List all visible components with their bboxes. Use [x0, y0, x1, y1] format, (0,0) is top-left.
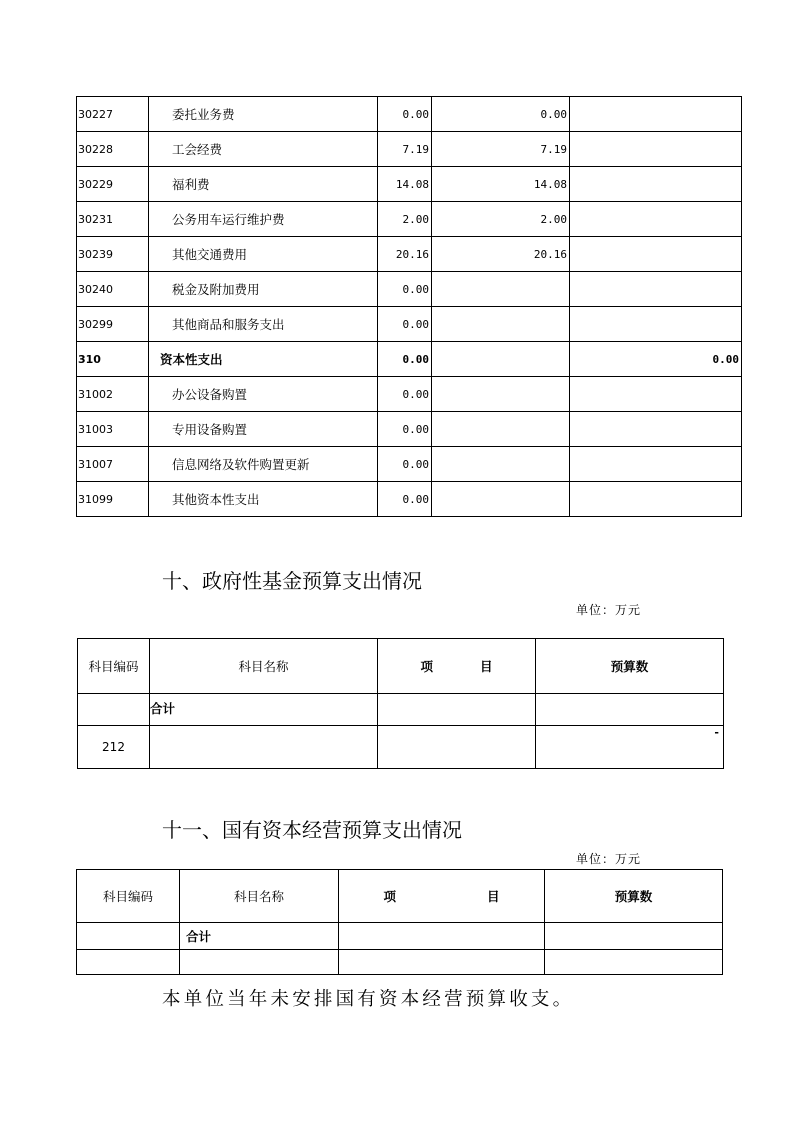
row-code: 30228: [77, 132, 149, 167]
header-budget: 预算数: [545, 870, 723, 923]
section-11-title: 十一、国有资本经营预算支出情况: [162, 818, 462, 842]
row-name: 税金及附加费用: [149, 272, 378, 307]
row-value-2: 2.00: [432, 202, 570, 237]
row-code: 30229: [77, 167, 149, 202]
row-value-2: [432, 447, 570, 482]
row-value-3: 0.00: [570, 342, 742, 377]
total-row: [78, 694, 724, 726]
header-item: [339, 870, 545, 923]
total-label: 合计: [150, 694, 378, 726]
row-value-3: [570, 307, 742, 342]
table-row: [77, 202, 742, 237]
row-name: 工会经费: [149, 132, 378, 167]
row-value-2: [432, 342, 570, 377]
row-code: 30239: [77, 237, 149, 272]
table-header-row: [77, 870, 723, 923]
table-row: [77, 950, 723, 975]
table-row: [77, 412, 742, 447]
section-11-unit: 单位：万元: [576, 852, 642, 866]
no-budget-note: 本单位当年未安排国有资本经营预算收支。: [162, 989, 575, 1010]
row-value-1: 14.08: [378, 167, 432, 202]
expenditure-detail-body: [77, 97, 742, 517]
header-item-b: 目: [479, 659, 493, 674]
row-code: 31099: [77, 482, 149, 517]
header-item-a: 项: [420, 659, 434, 674]
row-value-1: 0.00: [378, 447, 432, 482]
row-value-2: 0.00: [432, 97, 570, 132]
header-budget: 预算数: [536, 639, 724, 694]
row-value-3: [570, 447, 742, 482]
row-value-3: [570, 482, 742, 517]
row-value-2: [432, 307, 570, 342]
header-name: 科目名称: [180, 870, 339, 923]
row-value-2: [432, 272, 570, 307]
header-code: 科目编码: [77, 870, 180, 923]
row-name: 其他交通费用: [149, 237, 378, 272]
row-value-2: [432, 377, 570, 412]
table-row: [77, 97, 742, 132]
expenditure-detail-table: [76, 96, 742, 517]
row-code: 31007: [77, 447, 149, 482]
table-row: [77, 132, 742, 167]
row-value-3: [570, 202, 742, 237]
table-row: [77, 447, 742, 482]
row-name: 公务用车运行维护费: [149, 202, 378, 237]
row-value-3: [570, 272, 742, 307]
total-label: 合计: [180, 923, 339, 950]
header-item-b: 目: [486, 889, 500, 904]
row-value-1: 0.00: [378, 97, 432, 132]
row-value-1: 20.16: [378, 237, 432, 272]
row-value-1: 7.19: [378, 132, 432, 167]
row-name: 信息网络及软件购置更新: [149, 447, 378, 482]
section-10-title: 十、政府性基金预算支出情况: [162, 569, 422, 593]
row-name: 专用设备购置: [149, 412, 378, 447]
row-code: 30231: [77, 202, 149, 237]
table-row: [77, 377, 742, 412]
row-name: 办公设备购置: [149, 377, 378, 412]
row-value-3: [570, 377, 742, 412]
table-row: [77, 482, 742, 517]
table-row: [78, 726, 724, 769]
gov-fund-budget-table: [77, 638, 724, 769]
section-10-unit: 单位：万元: [576, 603, 642, 617]
table-row: [77, 272, 742, 307]
row-name: 资本性支出: [149, 342, 378, 377]
row-value-1: 0.00: [378, 307, 432, 342]
row-value-3: [570, 132, 742, 167]
row-value-3: [570, 97, 742, 132]
row-code: 30240: [77, 272, 149, 307]
header-code: 科目编码: [78, 639, 150, 694]
row-code: 212: [78, 726, 150, 769]
row-code: 30227: [77, 97, 149, 132]
row-value-2: 7.19: [432, 132, 570, 167]
header-name: 科目名称: [150, 639, 378, 694]
row-value-3: [570, 412, 742, 447]
row-value-1: 0.00: [378, 342, 432, 377]
table-row: [77, 167, 742, 202]
row-code: 30299: [77, 307, 149, 342]
table-row: [77, 342, 742, 377]
row-value-1: 2.00: [378, 202, 432, 237]
row-value-1: 0.00: [378, 412, 432, 447]
row-name: 其他商品和服务支出: [149, 307, 378, 342]
row-value-3: [570, 167, 742, 202]
row-value: -: [536, 726, 724, 769]
row-code: 310: [77, 342, 149, 377]
row-value-2: 14.08: [432, 167, 570, 202]
table-header-row: [78, 639, 724, 694]
row-value-1: 0.00: [378, 482, 432, 517]
state-capital-budget-table: [76, 869, 723, 975]
row-value-2: [432, 482, 570, 517]
row-value-3: [570, 237, 742, 272]
table-row: [77, 307, 742, 342]
row-name: 委托业务费: [149, 97, 378, 132]
header-item-a: 项: [383, 889, 397, 904]
header-item: [378, 639, 536, 694]
table-row: [77, 237, 742, 272]
row-value-2: 20.16: [432, 237, 570, 272]
row-code: 31002: [77, 377, 149, 412]
row-value-2: [432, 412, 570, 447]
row-name: 其他资本性支出: [149, 482, 378, 517]
row-value-1: 0.00: [378, 272, 432, 307]
row-code: 31003: [77, 412, 149, 447]
row-name: 福利费: [149, 167, 378, 202]
row-value-1: 0.00: [378, 377, 432, 412]
total-row: [77, 923, 723, 950]
